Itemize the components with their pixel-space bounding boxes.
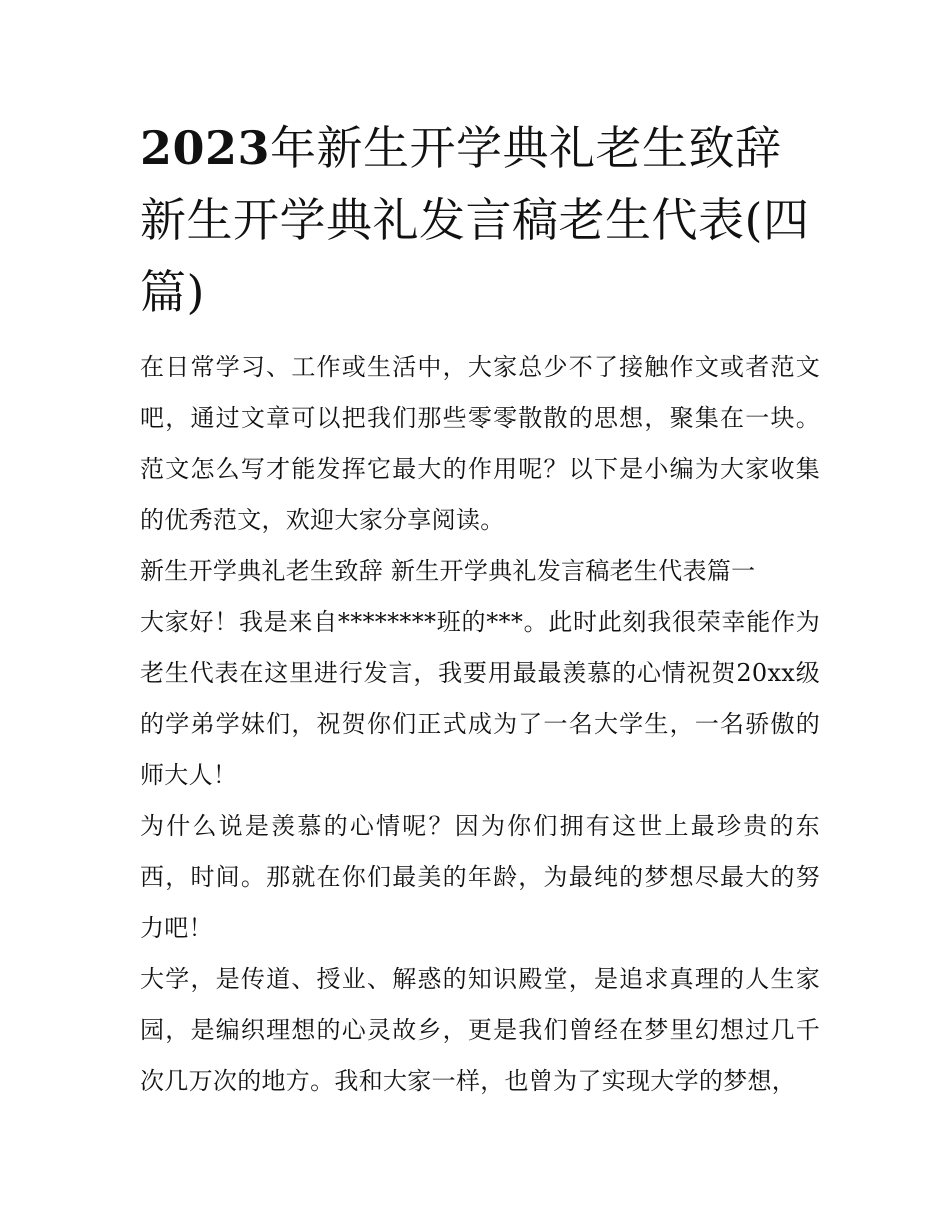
document-title	[140, 112, 820, 328]
title-year: 2023	[140, 121, 271, 175]
body-paragraph: 为什么说是羡慕的心情呢？因为你们拥有这世上最珍贵的东西，时间。那就在你们最美的年龄，为最纯的梦想尽最大的努力吧！	[140, 812, 820, 942]
document-page	[140, 112, 820, 1107]
intro-paragraph: 在日常学习、工作或生活中，大家总少不了接触作文或者范文吧，通过文章可以把我们那些零零散散的思想，聚集在一块。范文怎么写才能发挥它最大的作用呢？以下是小编为大家收集的优秀范文，欢迎大家分享阅读。	[140, 353, 820, 534]
title-text: 年新生开学典礼老生致辞新生开学典礼发言稿老生代表(四篇)	[140, 121, 810, 319]
body-paragraph: 大学，是传道、授业、解惑的知识殿堂，是追求真理的人生家园，是编织理想的心灵故乡，更是我们曾经在梦里幻想过几千次几万次的地方。我和大家一样，也曾为了实现大学的梦想，	[140, 965, 820, 1095]
body-paragraph: 大家好！我是来自********班的***。此时此刻我很荣幸能作为老生代表在这里进行发言，我要用最最羡慕的心情祝贺20xx级的学弟学妹们，祝贺你们正式成为了一名大学生，一名骄傲的师大人！	[140, 608, 820, 789]
section-heading: 新生开学典礼老生致辞 新生开学典礼发言稿老生代表篇一	[140, 557, 756, 585]
